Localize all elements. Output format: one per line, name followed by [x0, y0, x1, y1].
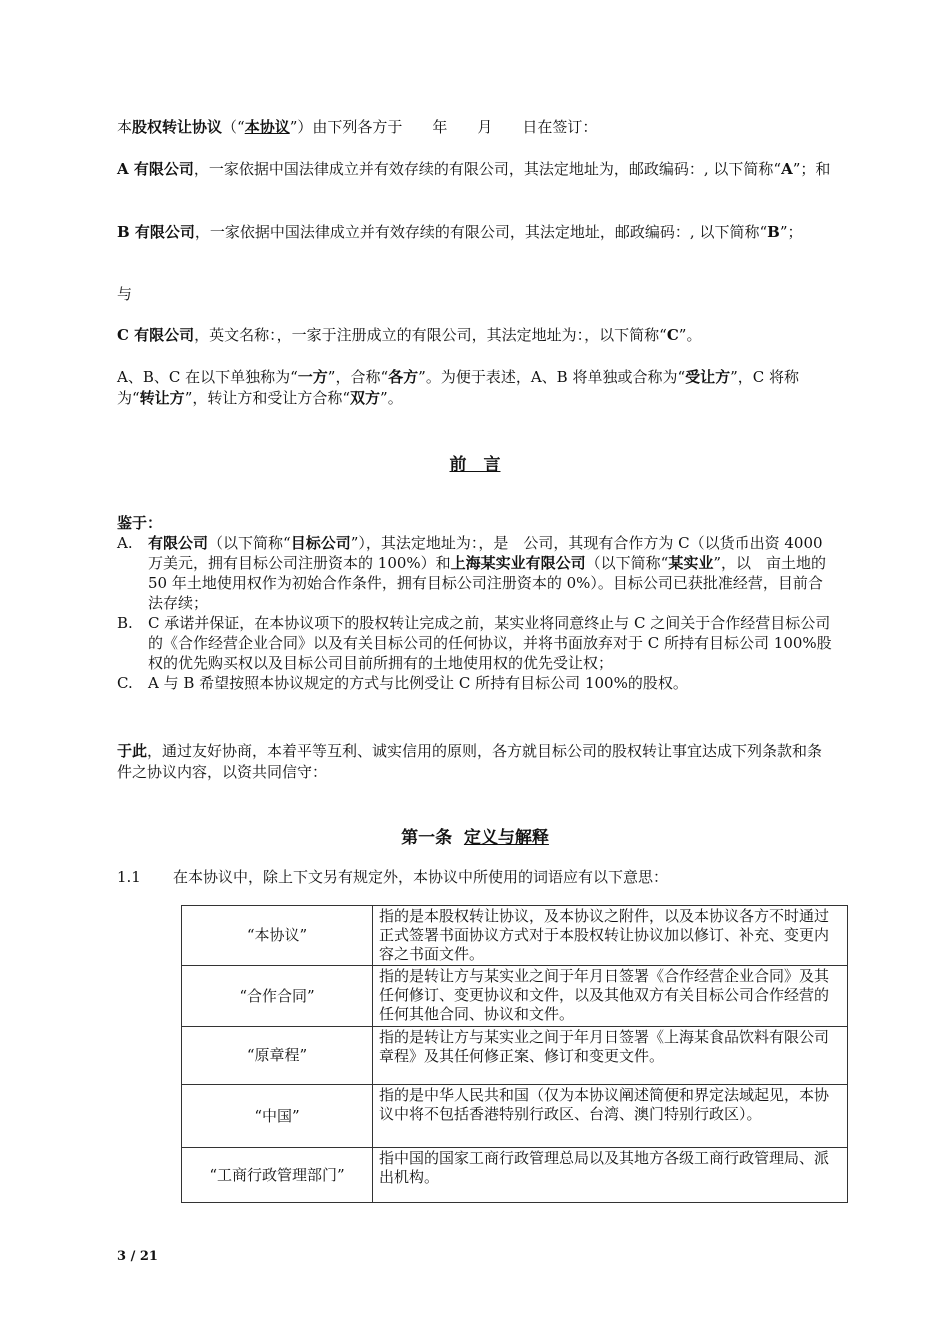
- defined-term: 目标公司: [290, 534, 351, 552]
- conjunction-and: 与: [117, 285, 133, 303]
- party-b-paragraph: [117, 222, 835, 243]
- defined-term: 受让方: [685, 368, 731, 386]
- bold-term: 上海某实业有限公司: [450, 554, 586, 572]
- text: ，一家依据中国法律成立并有效存续的有限公司，其法定地址为，邮政编码：, 以下简称“: [193, 160, 782, 178]
- term-cell: “合作合同”: [182, 966, 373, 1027]
- text: 本: [117, 118, 133, 136]
- term-cell: “本协议”: [182, 906, 373, 966]
- party-name: C 有限公司: [117, 326, 195, 344]
- recitals-list: [117, 533, 835, 693]
- recital-text: [148, 533, 835, 613]
- list-marker: C.: [117, 674, 133, 692]
- definitions-table: [181, 905, 848, 1203]
- text: ”，转让方和受让方合称“: [184, 389, 351, 407]
- list-item: [117, 533, 835, 613]
- text: ，一家依据中国法律成立并有效存续的有限公司，其法定地址，邮政编码：, 以下简称“: [194, 223, 768, 241]
- clause-text: 在本协议中，除上下文另有规定外，本协议中所使用的词语应有以下意思：: [173, 868, 669, 886]
- conclusion-paragraph: [117, 741, 835, 783]
- meaning-cell: 指的是转让方与某实业之间于年月日签署《上海某食品饮料有限公司章程》及其任何修正案、修订和变更文件。: [373, 1027, 848, 1085]
- party-abbr: A: [781, 160, 793, 178]
- table-row: [182, 1085, 848, 1148]
- parties-terms-paragraph: [117, 367, 835, 409]
- term-cell: “工商行政管理部门”: [182, 1148, 373, 1203]
- text: A、B、C 在以下单独称为“: [117, 368, 298, 386]
- table-row: [182, 1148, 848, 1203]
- text: （以下简称“: [585, 554, 669, 572]
- text: ，通过友好协商，本着平等互利、诚实信用的原则，各方就目标公司的股权转让事宜达成下列条款和条件之协议内容，以资共同信守：: [117, 742, 823, 781]
- table-row: [182, 906, 848, 966]
- party-abbr: C: [666, 326, 679, 344]
- text: ”；和: [792, 160, 831, 178]
- bold-term: 股权转让协议: [132, 118, 223, 136]
- whereas-label: 鉴于：: [117, 514, 163, 532]
- clause-1-1: [117, 867, 835, 887]
- list-item: [117, 673, 835, 693]
- bold-term: 于此: [117, 742, 148, 760]
- list-marker: A.: [117, 534, 133, 552]
- text: ”），其法定地址为：，是 公司，其现有合作方为 C（以货币出资 4000 万美元，拥有目标公司注册资本的 100%）和: [148, 534, 823, 572]
- party-abbr: B: [767, 223, 780, 241]
- text: ”）由下列各方于 年 月 日在签订：: [289, 118, 598, 136]
- text: ”。: [678, 326, 702, 344]
- preface-heading: [0, 450, 950, 475]
- list-marker: B.: [117, 614, 133, 632]
- list-item: [117, 613, 835, 673]
- table-row: [182, 966, 848, 1027]
- text: ”。: [380, 389, 403, 407]
- text: ，英文名称：，一家于注册成立的有限公司，其法定地址为：，以下简称“: [194, 326, 667, 344]
- recital-text: A 与 B 希望按照本协议规定的方式与比例受让 C 所持有目标公司 100%的股权。: [148, 674, 688, 692]
- text: ”；: [779, 223, 803, 241]
- party-c-paragraph: [117, 325, 835, 346]
- text: ”，以 亩土地的 50 年土地使用权作为初始合作条件，拥有目标公司注册资本的 0%）。目标公司已获批准经营，目前合法存续；: [148, 554, 827, 612]
- meaning-cell: 指的是转让方与某实业之间于年月日签署《合作经营企业合同》及其任何修订、变更协议和文件，以及其他双方有关目标公司合作经营的任何其他合同、协议和文件。: [373, 966, 848, 1027]
- text: ”。为便于表述，A、B 将单独或合称为“: [418, 368, 686, 386]
- table-row: [182, 1027, 848, 1085]
- intro-paragraph-agreement: [117, 117, 835, 138]
- article-number: 第一条: [401, 828, 453, 848]
- meaning-cell: 指中国的国家工商行政管理总局以及其地方各级工商行政管理局、派出机构。: [373, 1148, 848, 1203]
- defined-term: 各方: [388, 368, 419, 386]
- defined-term: 转让方: [139, 389, 185, 407]
- text: （“: [222, 118, 245, 136]
- text: ”，C 将称为“: [117, 368, 800, 407]
- text: ”，合称“: [327, 368, 389, 386]
- text: （以下简称“: [208, 534, 291, 552]
- party-a-paragraph: [117, 159, 835, 180]
- defined-term: 某实业: [668, 554, 714, 572]
- defined-term: 本协议: [244, 118, 290, 136]
- defined-term: 双方: [350, 389, 381, 407]
- page-number: 3 / 21: [117, 1249, 158, 1264]
- recital-text: C 承诺并保证，在本协议项下的股权转让完成之前，某实业将同意终止与 C 之间关于合作经营目标公司的《合作经营企业合同》以及有关目标公司的任何协议，并将书面放弃对于 C 所持有目标公司 100%股权的优先购买权以及目标公司目前所拥有的土地使用权的优先受让权；: [148, 614, 832, 672]
- term-cell: “中国”: [182, 1085, 373, 1148]
- bold-term: 有限公司: [148, 534, 209, 552]
- preface-title: 前 言: [449, 455, 501, 475]
- term-cell: “原章程”: [182, 1027, 373, 1085]
- article-heading: [0, 823, 950, 848]
- party-name: B 有限公司: [117, 223, 195, 241]
- meaning-cell: 指的是本股权转让协议，及本协议之附件，以及本协议各方不时通过正式签署书面协议方式对于本股权转让协议加以修订、补充、变更内容之书面文件。: [373, 906, 848, 966]
- clause-number: 1.1: [117, 868, 141, 886]
- defined-term: 一方: [297, 368, 328, 386]
- meaning-cell: 指的是中华人民共和国（仅为本协议阐述简便和界定法域起见，本协议中将不包括香港特别行政区、台湾、澳门特别行政区）。: [373, 1085, 848, 1148]
- party-name: A 有限公司: [117, 160, 194, 178]
- article-title: 定义与解释: [463, 828, 549, 848]
